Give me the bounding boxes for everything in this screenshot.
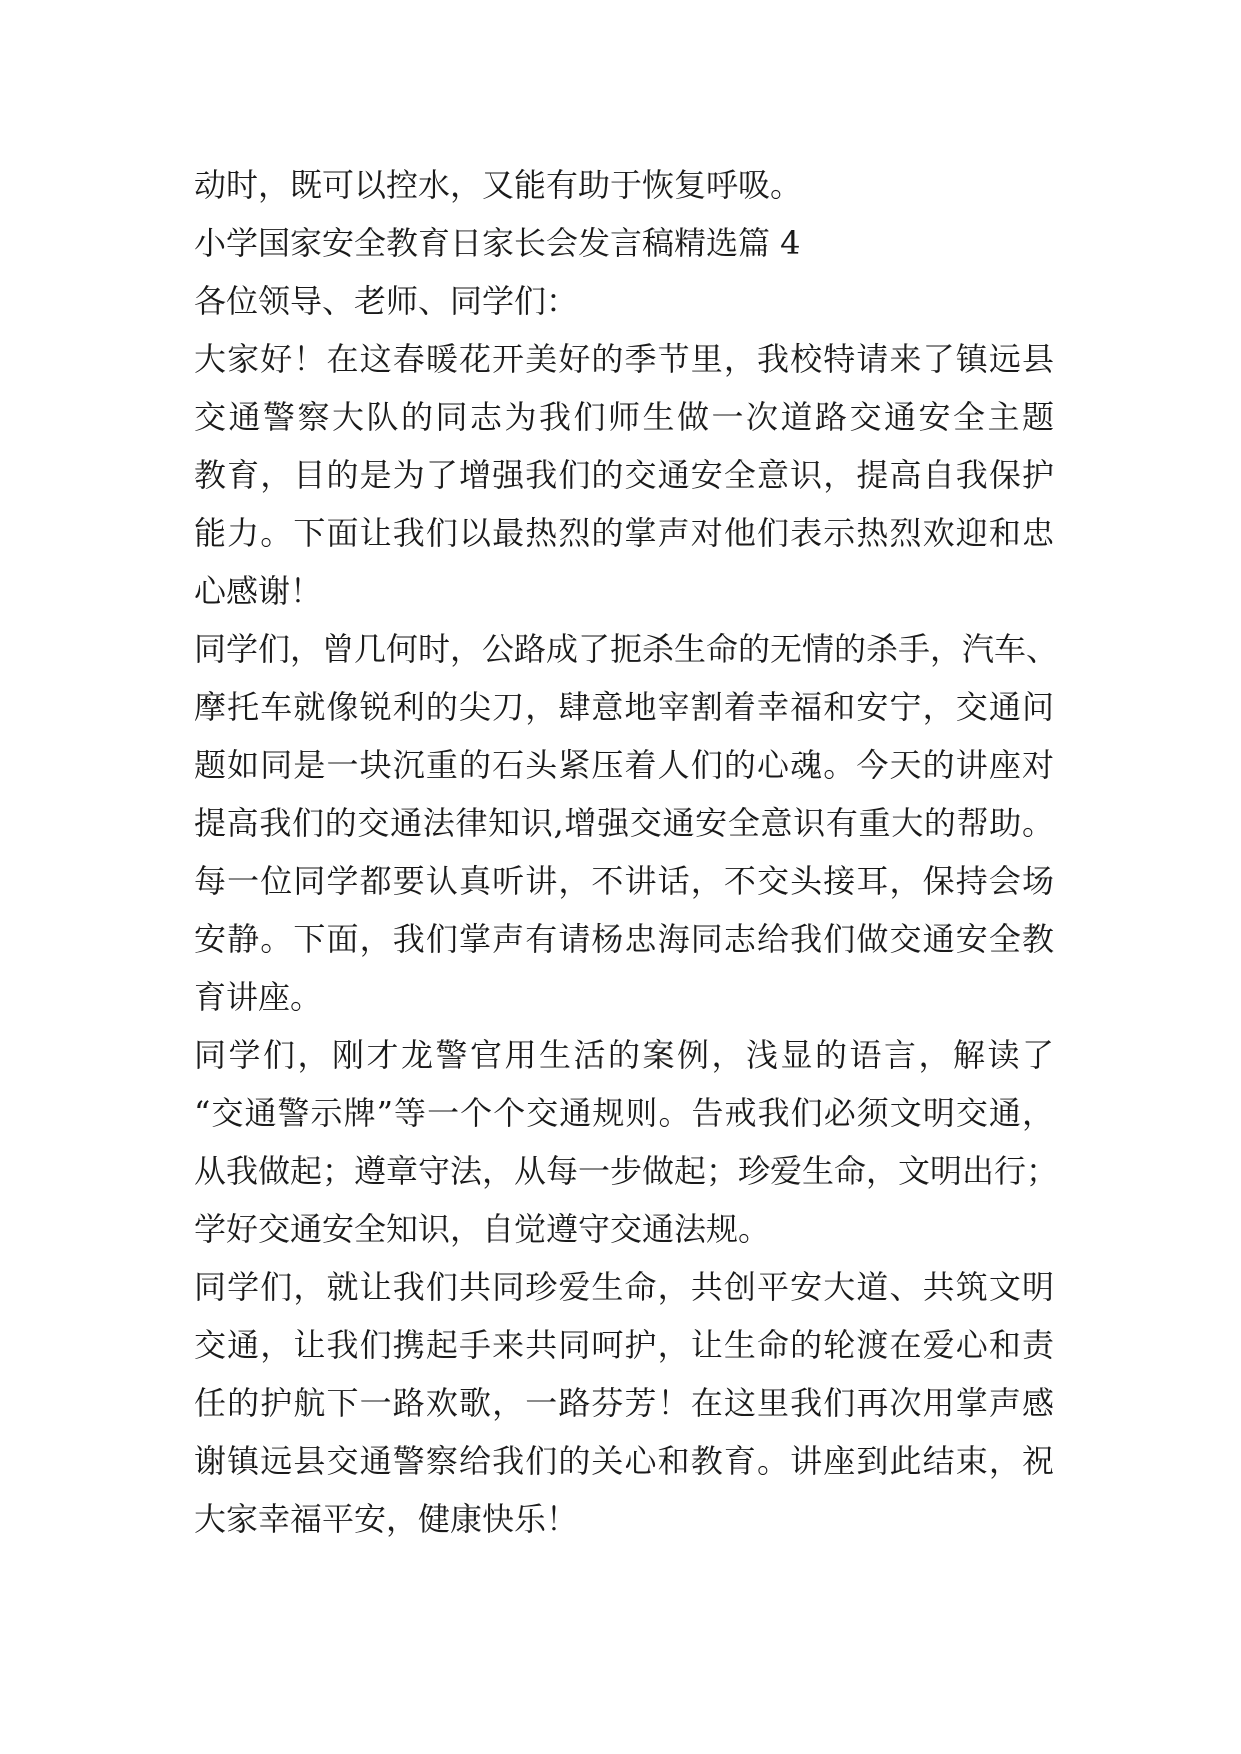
text-line: 教育，目的是为了增强我们的交通安全意识，提高自我保护 <box>194 456 1054 494</box>
text-line: 大家好！在这春暖花开美好的季节里，我校特请来了镇远县 <box>194 340 1054 378</box>
text-line: 任的护航下一路欢歌，一路芬芳！在这里我们再次用掌声感 <box>194 1384 1054 1422</box>
text-line: 同学们，曾几何时，公路成了扼杀生命的无情的杀手，汽车、 <box>194 630 1059 668</box>
text-line: 提高我们的交通法律知识,增强交通安全意识有重大的帮助。 <box>194 804 1054 842</box>
text-line: 安静。下面，我们掌声有请杨忠海同志给我们做交通安全教 <box>194 920 1054 958</box>
salutation: 各位领导、老师、同学们： <box>194 282 579 320</box>
document-body <box>194 156 1059 1548</box>
text-line: 育讲座。 <box>194 978 323 1016</box>
text-line: “交通警示牌”等一个个交通规则。告戒我们必须文明交通， <box>194 1094 1054 1132</box>
text-line: 大家幸福平安，健康快乐！ <box>194 1500 579 1538</box>
text-line: 能力。下面让我们以最热烈的掌声对他们表示热烈欢迎和忠 <box>194 514 1054 552</box>
text-line: 题如同是一块沉重的石头紧压着人们的心魂。今天的讲座对 <box>194 746 1054 784</box>
text-line: 动时，既可以控水，又能有助于恢复呼吸。 <box>194 166 803 204</box>
text-line: 学好交通安全知识，自觉遵守交通法规。 <box>194 1210 771 1248</box>
text-line: 摩托车就像锐利的尖刀，肆意地宰割着幸福和安宁，交通问 <box>194 688 1054 726</box>
text-line: 谢镇远县交通警察给我们的关心和教育。讲座到此结束，祝 <box>194 1442 1054 1480</box>
text-line: 同学们，刚才龙警官用生活的案例，浅显的语言，解读了 <box>194 1036 1054 1074</box>
text-line: 从我做起；遵章守法，从每一步做起；珍爱生命，文明出行； <box>194 1152 1059 1190</box>
text-line: 同学们，就让我们共同珍爱生命，共创平安大道、共筑文明 <box>194 1268 1054 1306</box>
text-line: 心感谢！ <box>194 572 323 610</box>
text-line: 交通警察大队的同志为我们师生做一次道路交通安全主题 <box>194 398 1054 436</box>
section-heading: 小学国家安全教育日家长会发言稿精选篇 4 <box>194 224 801 262</box>
text-line: 每一位同学都要认真听讲，不讲话，不交头接耳，保持会场 <box>194 862 1054 900</box>
text-line: 交通，让我们携起手来共同呵护，让生命的轮渡在爱心和责 <box>194 1326 1054 1364</box>
